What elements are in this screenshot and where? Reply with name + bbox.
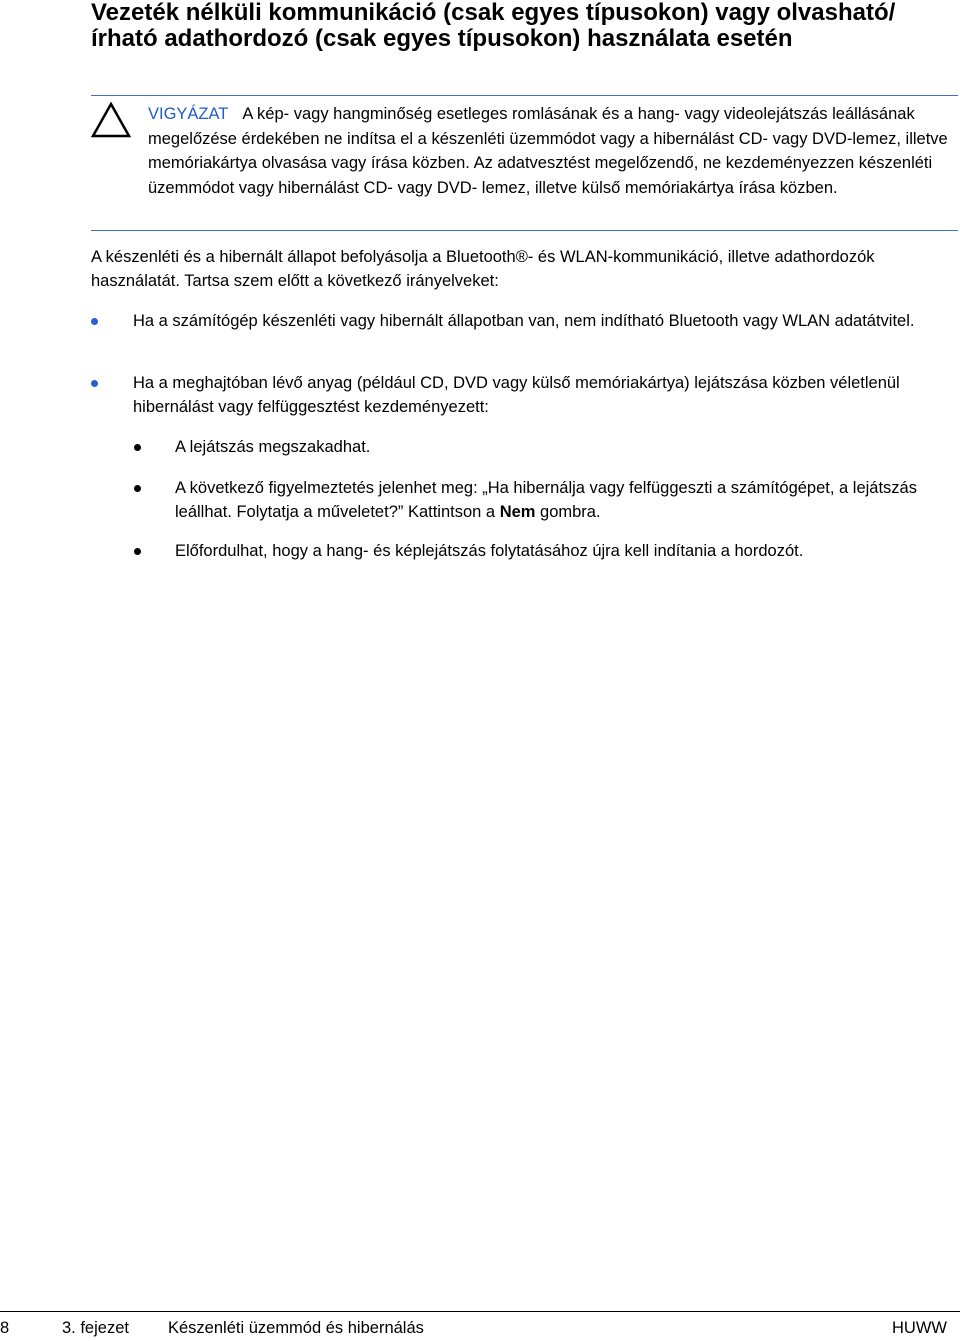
page-number: 8 bbox=[0, 1319, 10, 1337]
footer-chapter: 3. fejezet bbox=[62, 1319, 129, 1337]
sub-list-item: A lejátszás megszakadhat. bbox=[175, 438, 371, 456]
caution-label: VIGYÁZAT bbox=[148, 105, 229, 123]
bullet-icon bbox=[91, 380, 98, 387]
sub-list-item bbox=[175, 476, 957, 524]
caution-box bbox=[91, 95, 958, 231]
caution-body: A kép- vagy hangminőség esetleges romlásának és a hang- vagy videolejátszás leállásának megelőzése érdekében ne indítsa el a készenléti üzemmódot vagy a hibernálást CD- vagy DVD-lemez, illetve memóriakártya olvasása vagy írása közben. Az adatvesztést megelőzendő, ne kezdeményezzen készenléti üzemmódot vagy hibernálást CD- vagy DVD- lemez, illetve külső memóriakártya írása közben. bbox=[148, 105, 948, 197]
sub-bullet-icon bbox=[134, 548, 141, 555]
sub-bullet-icon bbox=[134, 444, 141, 451]
intro-paragraph: A készenléti és a hibernált állapot befolyásolja a Bluetooth®- és WLAN-kommunikáció, illetve adathordozók használatát. Tartsa szem előtt a következő irányelveket: bbox=[91, 248, 875, 290]
nem-button-label: Nem bbox=[499, 503, 536, 521]
sub-list-item-text: A következő figyelmeztetés jelenhet meg: „Ha hibernálja vagy felfüggeszti a számítógépet, a lejátszás leállhat. Folytatja a műveletet?” Kattintson a bbox=[175, 479, 917, 521]
sub-bullet-icon bbox=[134, 485, 141, 492]
list-item: Ha a meghajtóban lévő anyag (például CD, DVD vagy külső memóriakártya) lejátszása közben véletlenül hibernálást vagy felfüggesztést kezdeményezett: bbox=[133, 374, 900, 416]
bullet-icon bbox=[91, 318, 98, 325]
footer-divider bbox=[0, 1311, 960, 1312]
page-title: Vezeték nélküli kommunikáció (csak egyes típusokon) vagy olvasható/írható adathordozó (csak egyes típusokon) használata esetén bbox=[91, 0, 896, 52]
sub-list-item-text-end: gombra. bbox=[535, 503, 601, 521]
list-item: Ha a számítógép készenléti vagy hibernált állapotban van, nem indítható Bluetooth vagy WLAN adatátvitel. bbox=[133, 312, 915, 330]
sub-list-item: Előfordulhat, hogy a hang- és képlejátszás folytatásához újra kell indítania a hordozót. bbox=[175, 542, 804, 560]
footer-code: HUWW bbox=[892, 1319, 947, 1337]
footer-chapter-title: Készenléti üzemmód és hibernálás bbox=[168, 1319, 424, 1337]
warning-triangle-icon bbox=[91, 102, 131, 138]
caution-text bbox=[148, 102, 948, 200]
